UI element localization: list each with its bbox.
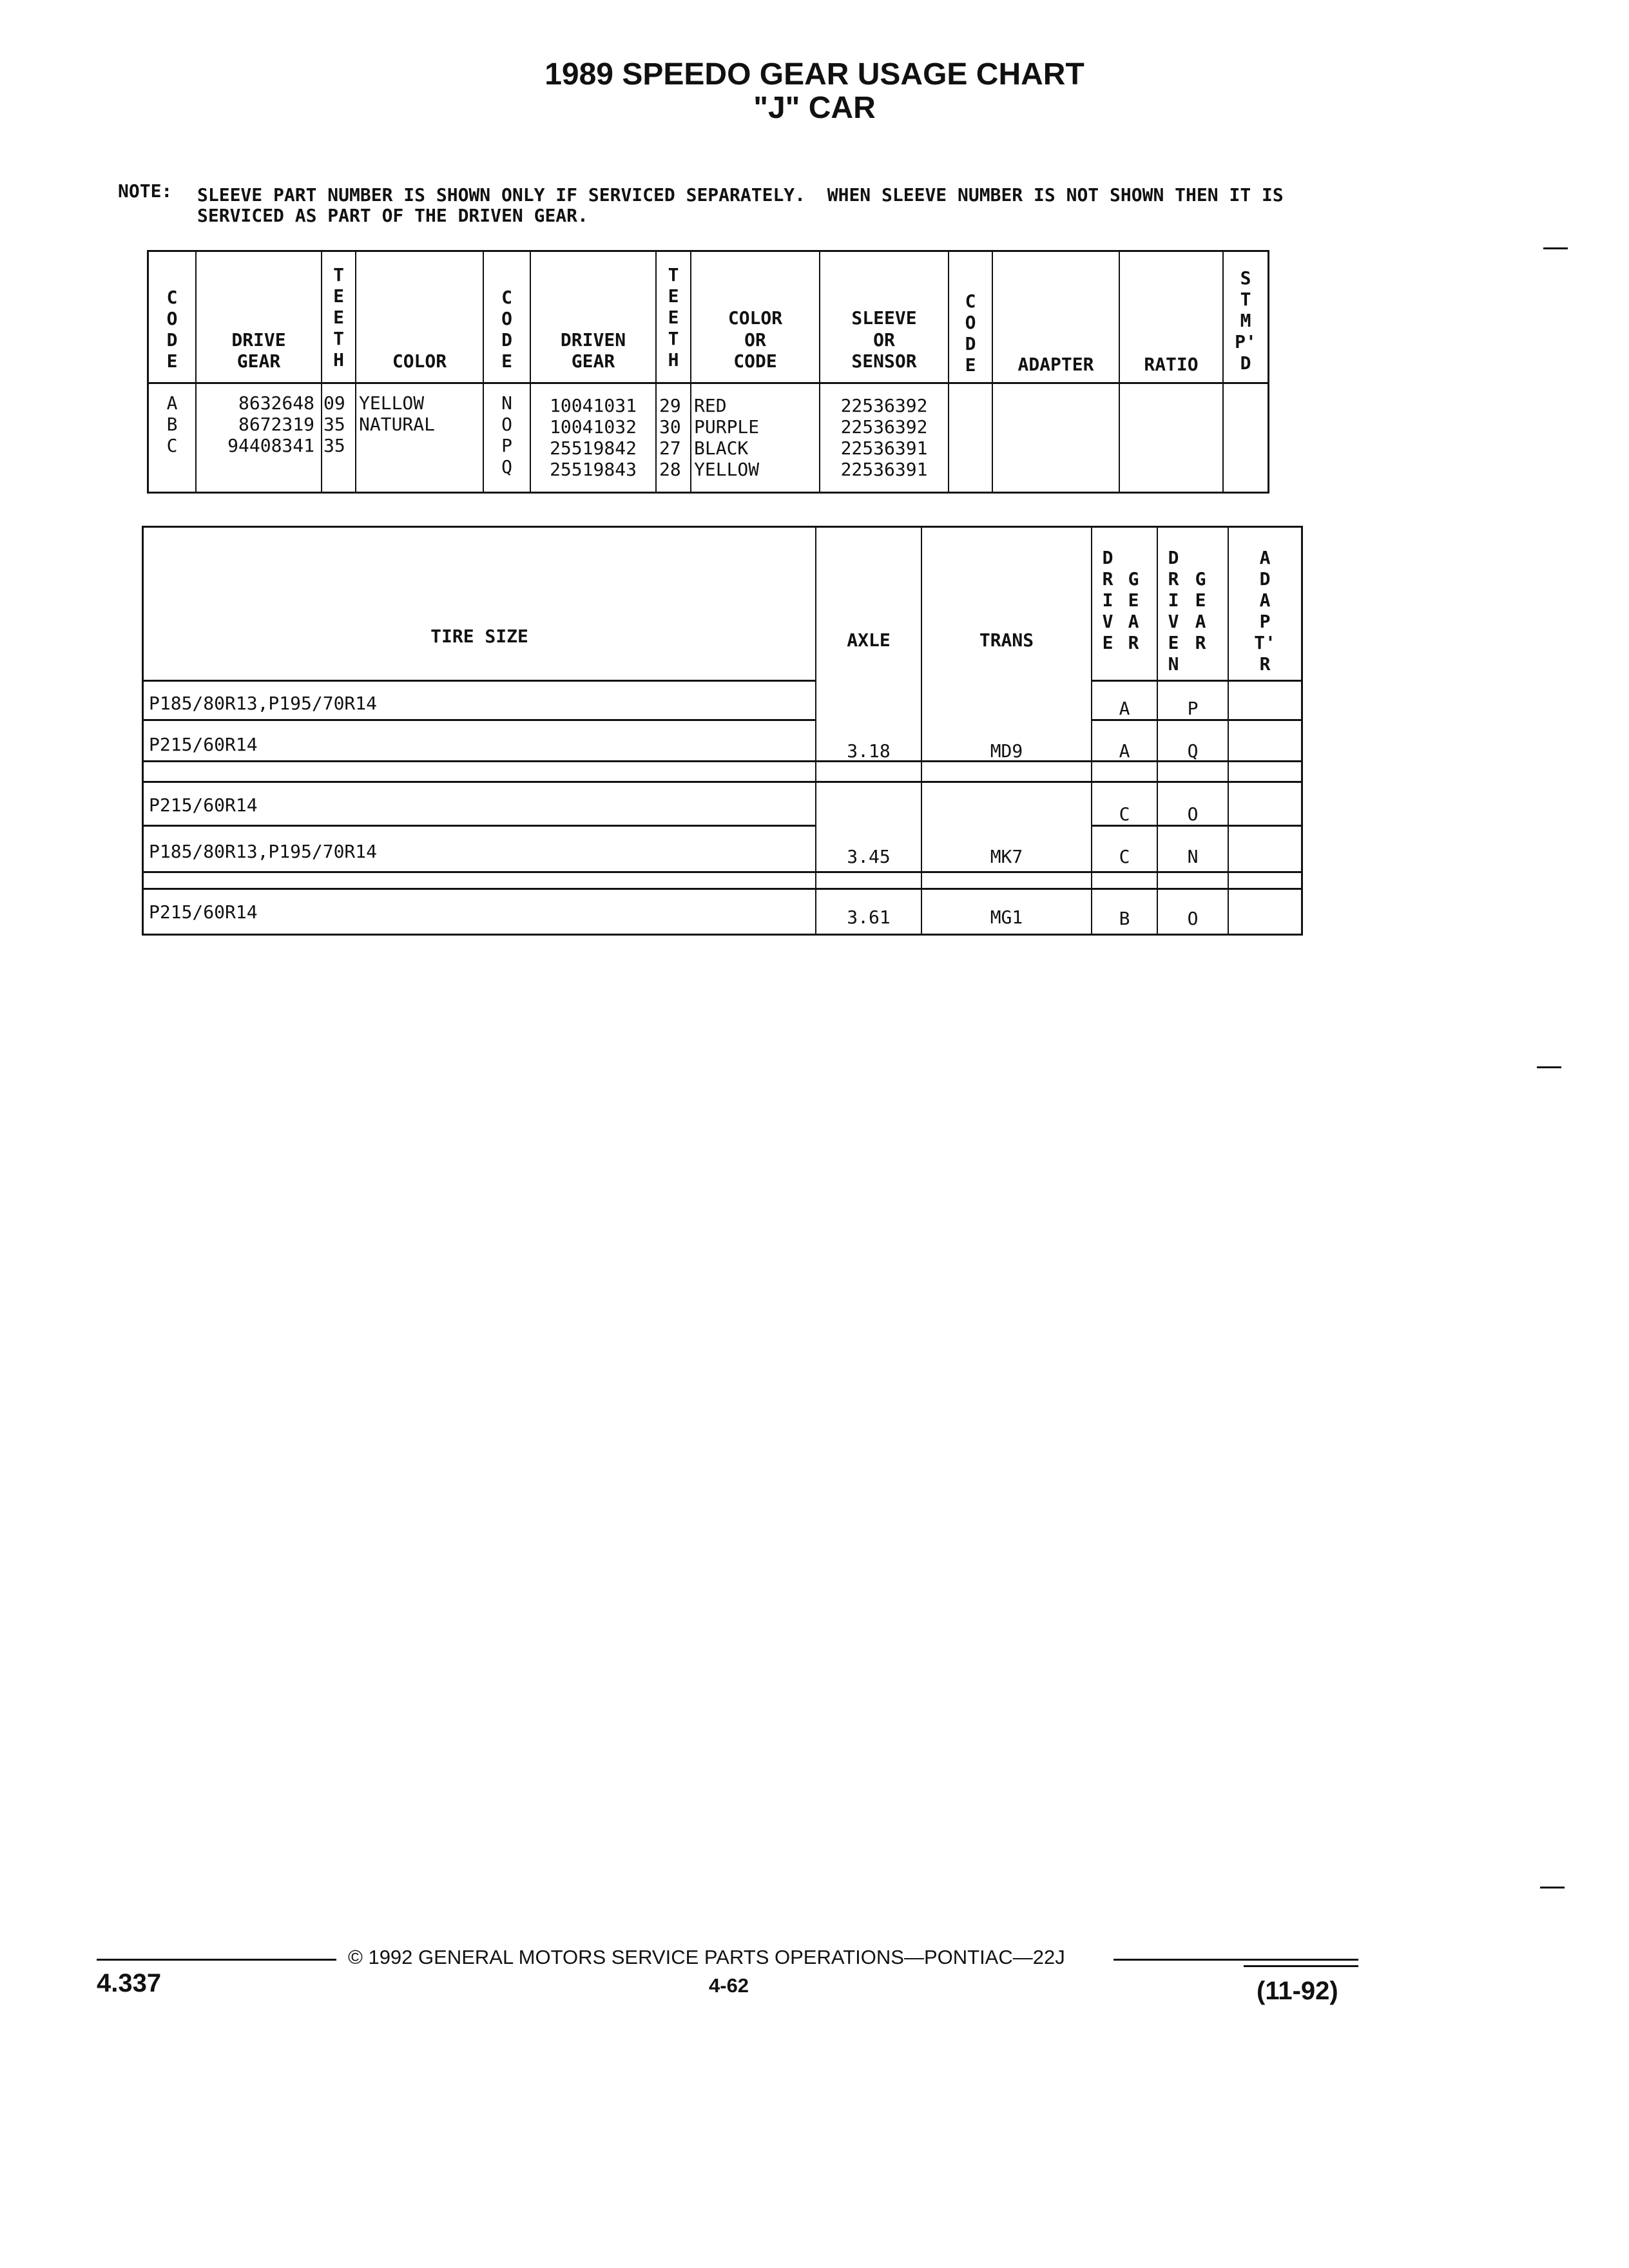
trans-code: MG1 (990, 907, 1023, 928)
sleeve-number: 22536391 (840, 459, 928, 480)
header-color-or-code-2: OR (744, 329, 766, 351)
usage-table (142, 526, 1303, 936)
page-title: 1989 SPEEDO GEAR USAGE CHART (545, 57, 1084, 91)
header-axle: AXLE (847, 629, 891, 651)
drive-code: B (166, 414, 178, 435)
header-driver-gear-right: G E A R (1128, 568, 1139, 653)
driven-teeth: 30 (659, 416, 681, 437)
drive-code: A (166, 392, 178, 414)
drive-teeth: 35 (323, 435, 345, 456)
driven-code: O (501, 414, 512, 435)
page-number-center: 4-62 (709, 1974, 749, 1997)
drive-gear-number: 8672319 (238, 414, 314, 435)
sleeve-number: 22536392 (840, 395, 928, 416)
footer-rule-right-2 (1244, 1965, 1358, 1967)
page-number-left: 4.337 (97, 1969, 162, 1997)
revision-date: (11-92) (1257, 1977, 1338, 2005)
driven-gear-code: N (1187, 846, 1199, 867)
header-driven-gear-left: D R I V E N (1168, 547, 1179, 675)
header-color-or-code-1: COLOR (728, 307, 783, 329)
driven-color: PURPLE (694, 416, 760, 437)
driven-code: P (501, 435, 512, 456)
driven-gear-code: O (1187, 803, 1199, 825)
tire-size: P185/80R13,P195/70R14 (149, 693, 378, 714)
axle-ratio: 3.45 (847, 846, 891, 867)
page-subtitle: "J" CAR (753, 91, 876, 125)
driver-gear-code: C (1119, 846, 1130, 867)
driver-gear-code: B (1119, 908, 1130, 929)
note-label: NOTE: (118, 180, 173, 202)
trans-code: MD9 (990, 740, 1023, 762)
footer-rule-right (1113, 1959, 1358, 1961)
driven-gear-number: 25519842 (550, 437, 637, 459)
header-driven-gear-2: GEAR (571, 351, 615, 372)
drive-teeth: 09 (323, 392, 345, 414)
driven-teeth: 27 (659, 437, 681, 459)
header-driven-gear-right: G E A R (1195, 568, 1206, 653)
header-code-1: C O D E (166, 287, 178, 372)
driven-code: N (501, 392, 512, 414)
sleeve-number: 22536391 (840, 437, 928, 459)
header-sleeve-1: SLEEVE (851, 307, 917, 329)
header-tire-size: TIRE SIZE (430, 626, 528, 647)
header-adapter-vertical: A D A P T' R (1254, 547, 1276, 675)
header-trans: TRANS (979, 629, 1034, 651)
header-code-3: C O D E (965, 291, 976, 376)
driven-gear-code: O (1187, 908, 1199, 929)
tire-size: P215/60R14 (149, 734, 258, 755)
header-color-or-code-3: CODE (733, 351, 777, 372)
header-stmpd: S T M P' D (1235, 267, 1257, 374)
driven-teeth: 28 (659, 459, 681, 480)
header-ratio: RATIO (1144, 354, 1199, 375)
driven-color: YELLOW (694, 459, 760, 480)
header-sleeve-2: OR (873, 329, 895, 351)
note-line-2: SERVICED AS PART OF THE DRIVEN GEAR. (197, 205, 588, 226)
drive-gear-number: 94408341 (227, 435, 314, 456)
header-teeth-2: T E E T H (668, 264, 679, 370)
margin-tick (1540, 1887, 1565, 1888)
drive-gear-number: 8632648 (238, 392, 314, 414)
drive-code: C (166, 435, 178, 456)
tire-size: P185/80R13,P195/70R14 (149, 841, 378, 862)
trans-code: MK7 (990, 846, 1023, 867)
axle-ratio: 3.18 (847, 740, 891, 762)
drive-color: YELLOW (359, 392, 425, 414)
gear-table-header-divider (149, 382, 1268, 384)
driven-color: RED (694, 395, 727, 416)
driven-gear-code: Q (1187, 740, 1199, 762)
footer-rule-left (97, 1959, 336, 1961)
driven-gear-number: 25519843 (550, 459, 637, 480)
driven-color: BLACK (694, 437, 749, 459)
driven-code: Q (501, 456, 512, 477)
driver-gear-code: A (1119, 740, 1130, 762)
header-teeth-1: T E E T H (333, 264, 344, 370)
drive-teeth: 35 (323, 414, 345, 435)
driven-teeth: 29 (659, 395, 681, 416)
sleeve-number: 22536392 (840, 416, 928, 437)
tire-size: P215/60R14 (149, 901, 258, 923)
note-line-1: SLEEVE PART NUMBER IS SHOWN ONLY IF SERVICED SEPARATELY. WHEN SLEEVE NUMBER IS NOT SHOWN THEN IT IS (197, 184, 1284, 206)
header-adapter: ADAPTER (1017, 354, 1094, 375)
header-driver-gear-left: D R I V E (1102, 547, 1113, 653)
header-sleeve-3: SENSOR (851, 351, 917, 372)
driver-gear-code: A (1119, 698, 1130, 719)
header-drive-gear-1: DRIVE (231, 329, 286, 351)
driven-gear-number: 10041031 (550, 395, 637, 416)
driver-gear-code: C (1119, 803, 1130, 825)
margin-tick (1537, 1066, 1561, 1068)
drive-color: NATURAL (359, 414, 436, 435)
gear-table (147, 250, 1269, 494)
header-code-2: C O D E (501, 287, 512, 372)
header-drive-gear-2: GEAR (236, 351, 281, 372)
header-driven-gear-1: DRIVEN (560, 329, 626, 351)
driven-gear-code: P (1187, 698, 1199, 719)
margin-tick (1543, 247, 1568, 249)
axle-ratio: 3.61 (847, 907, 891, 928)
copyright: © 1992 GENERAL MOTORS SERVICE PARTS OPERATIONS—PONTIAC—22J (348, 1946, 1065, 1968)
tire-size: P215/60R14 (149, 794, 258, 816)
driven-gear-number: 10041032 (550, 416, 637, 437)
header-color: COLOR (392, 351, 447, 372)
